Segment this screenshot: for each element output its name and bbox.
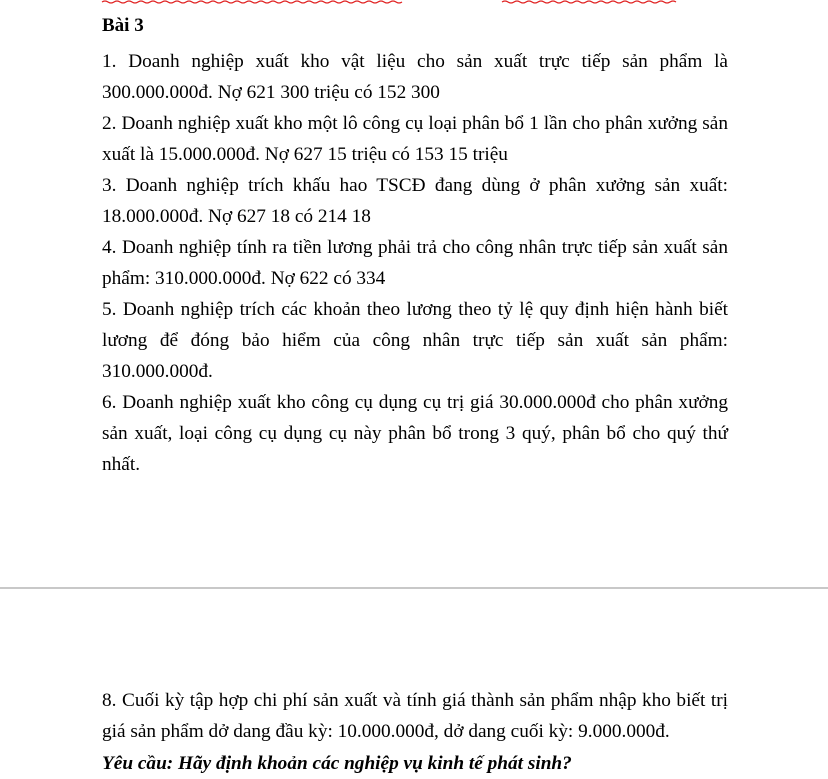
list-item-4: 4. Doanh nghiệp tính ra tiền lương phải trả cho công nhân trực tiếp sản xuất sản phẩm: 310.000.000đ. Nợ 622 có 334 [102,237,728,289]
list-item-1: 1. Doanh nghiệp xuất kho vật liệu cho sản xuất trực tiếp sản phẩm là 300.000.000đ. Nợ 621 300 triệu có 152 300 [102,51,728,103]
requirement-text: Yêu cầu: Hãy định khoản các nghiệp vụ kinh tế phát sinh? [102,753,572,774]
list-item-2: 2. Doanh nghiệp xuất kho một lô công cụ loại phân bổ 1 lần cho phân xưởng sản xuất là 15.000.000đ. Nợ 627 15 triệu có 153 15 triệu [102,113,728,165]
list-item-3: 3. Doanh nghiệp trích khấu hao TSCĐ đang dùng ở phân xưởng sản xuất: 18.000.000đ. Nợ 627 18 có 214 18 [102,175,728,227]
exercise-heading: Bài 3 [102,15,144,36]
list-item-8: 8. Cuối kỳ tập hợp chi phí sản xuất và tính giá thành sản phẩm nhập kho biết trị giá sản phẩm dở dang đầu kỳ: 10.000.000đ, dở dang cuối kỳ: 9.000.000đ. [102,690,728,742]
list-item-6: 6. Doanh nghiệp xuất kho công cụ dụng cụ trị giá 30.000.000đ cho phân xưởng sản xuất, loại công cụ dụng cụ này phân bổ trong 3 quý, phân bổ cho quý thứ nhất. [102,392,728,475]
list-item-5: 5. Doanh nghiệp trích các khoản theo lương theo tỷ lệ quy định hiện hành biết lương để đóng bảo hiểm của công nhân trực tiếp sản xuất sản phẩm: 310.000.000đ. [102,299,728,382]
spellcheck-underline-fragment [102,0,732,4]
